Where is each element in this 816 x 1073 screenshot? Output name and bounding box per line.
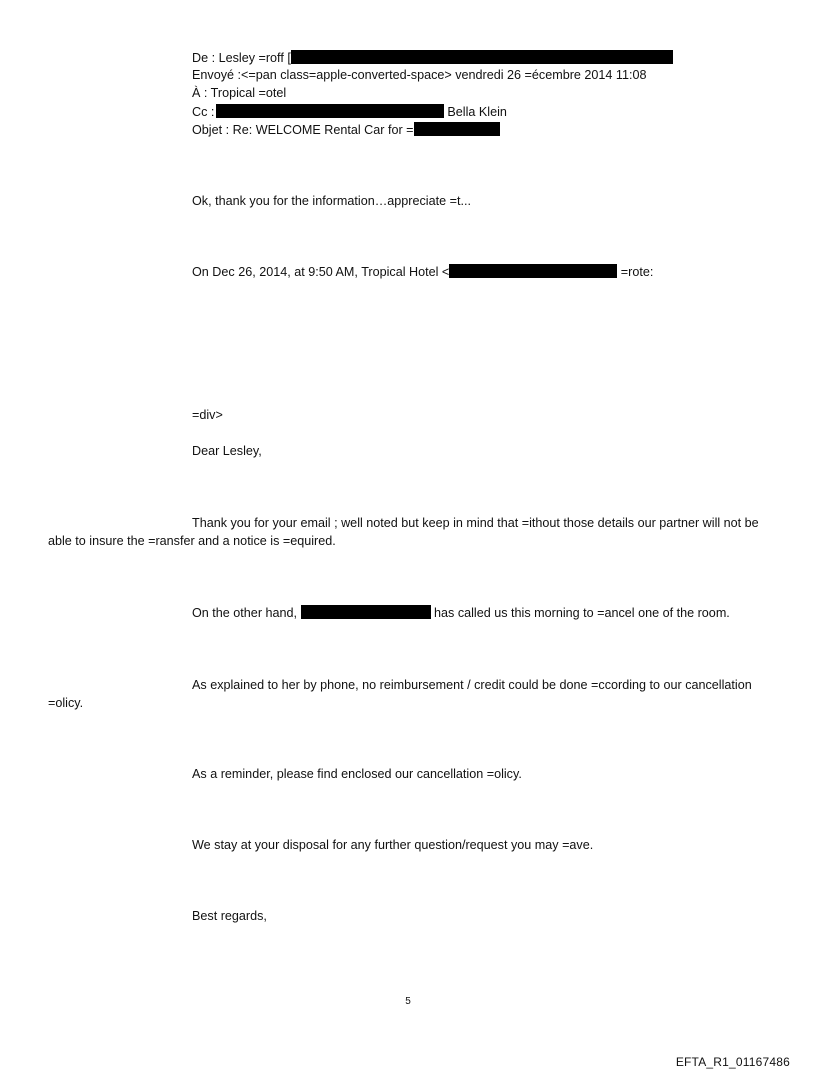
reply-text: Ok, thank you for the information…appreciate =t... bbox=[192, 194, 471, 208]
redaction-block bbox=[449, 264, 617, 278]
paragraph-policy: As explained to her by phone, no reimbursement / credit could be done =ccording to our cancellation =olicy. bbox=[48, 678, 752, 710]
from-text: De : Lesley =roff [ bbox=[192, 51, 291, 65]
paragraph-cancel bbox=[192, 605, 730, 621]
paragraph-reminder: As a reminder, please find enclosed our cancellation =olicy. bbox=[192, 767, 522, 781]
quote-intro bbox=[192, 264, 653, 280]
paragraph-cancel-suffix: has called us this morning to =ancel one of the room. bbox=[434, 606, 730, 620]
div-tag-text: =div> bbox=[192, 408, 223, 422]
to-line: À : Tropical =otel bbox=[192, 86, 287, 100]
redaction-block bbox=[414, 122, 500, 136]
quote-intro-text: On Dec 26, 2014, at 9:50 AM, Tropical Hotel < bbox=[192, 265, 450, 279]
page-number: 5 bbox=[405, 996, 411, 1007]
paragraph-transfer: Thank you for your email ; well noted but keep in mind that =ithout those details our partner will not be able to insure the =ransfer and a notice is =equired. bbox=[48, 516, 759, 548]
document-id: EFTA_R1_01167486 bbox=[675, 1055, 790, 1069]
redaction-block bbox=[291, 50, 673, 64]
redaction-block bbox=[216, 104, 444, 118]
sent-line: Envoyé :<=pan class=apple-converted-space> vendredi 26 =écembre 2014 11:08 bbox=[192, 68, 647, 82]
cc-name: Bella Klein bbox=[447, 105, 507, 119]
subject-text: Objet : Re: WELCOME Rental Car for = bbox=[192, 123, 414, 137]
quote-intro-suffix: =rote: bbox=[620, 265, 654, 279]
cc-label: Cc : bbox=[192, 105, 215, 119]
subject-line bbox=[192, 122, 500, 138]
paragraph-disposal: We stay at your disposal for any further question/request you may =ave. bbox=[192, 838, 594, 852]
redaction-block bbox=[301, 605, 431, 619]
cc-line bbox=[192, 104, 507, 120]
closing: Best regards, bbox=[192, 909, 267, 923]
greeting: Dear Lesley, bbox=[192, 444, 262, 458]
paragraph-cancel-prefix: On the other hand, bbox=[192, 606, 298, 620]
from-line bbox=[192, 50, 673, 66]
